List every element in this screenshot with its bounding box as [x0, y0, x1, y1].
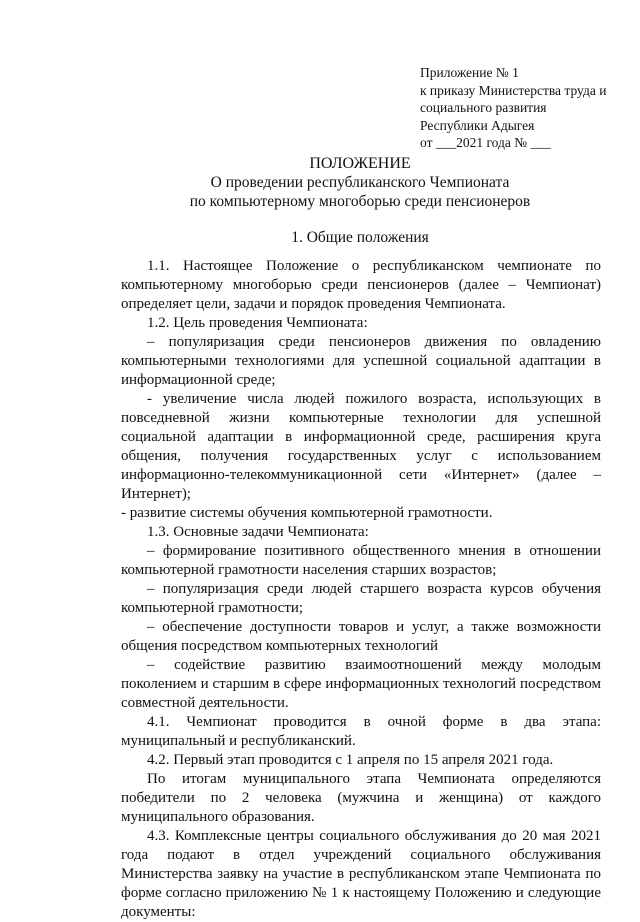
section-heading: 1. Общие положения — [291, 229, 429, 246]
paragraph: – популяризация среди пенсионеров движения по овладению компьютерными технологиями для успешной социальной адаптации в информационной среде; — [121, 334, 601, 388]
paragraph: – содействие развитию взаимоотношений между молодым поколением и старшим в сфере информационных технологий посредством совместной деятельности. — [121, 657, 601, 711]
paragraph: 1.2. Цель проведения Чемпионата: — [147, 315, 368, 331]
document-body — [121, 257, 601, 922]
annex-line: Республики Адыгея — [420, 117, 535, 133]
paragraph: – обеспечение доступности товаров и услуг, а также возможности общения посредством компьютерных технологий — [121, 619, 601, 654]
paragraph: – формирование позитивного общественного мнения в отношении компьютерной грамотности населения старших возрастов; — [121, 543, 601, 578]
paragraph: 1.3. Основные задачи Чемпионата: — [147, 524, 369, 540]
annex-line: от ___2021 года № ___ — [420, 135, 551, 150]
paragraph: - развитие системы обучения компьютерной грамотности. — [121, 505, 493, 521]
paragraph: 4.3. Комплексные центры социального обслуживания до 20 мая 2021 года подают в отдел учреждений социального обслуживания Министерства заявку на участие в республиканском этапе Чемпионата по форме согласно приложению № 1 к настоящему Положению и следующие документы: — [121, 828, 601, 920]
paragraph: 4.1. Чемпионат проводится в очной форме в два этапа: муниципальный и республиканский. — [121, 714, 601, 749]
paragraph: 1.1. Настоящее Положение о республиканском чемпионате по компьютерному многоборью среди пенсионеров (далее – Чемпионат) определяет цели, задачи и порядок проведения Чемпионата. — [121, 258, 601, 312]
paragraph: 4.2. Первый этап проводится с 1 апреля по 15 апреля 2021 года. — [147, 752, 554, 768]
paragraph: – популяризация среди людей старшего возраста курсов обучения компьютерной грамотности; — [121, 581, 601, 616]
annex-block — [420, 64, 620, 152]
paragraph: - увеличение числа людей пожилого возраста, использующих в повседневной жизни компьютерные технологии для успешной социальной адаптации в информационной среде, расширения круга общения, получения государственных услуг с использованием информационно-телекоммуникационной сети «Интернет» (далее – Интернет); — [121, 391, 601, 502]
document-subtitle: по компьютерному многоборью среди пенсионеров — [189, 193, 531, 210]
annex-line: социального развития — [420, 100, 547, 115]
document-subtitle: О проведении республиканского Чемпионата — [210, 174, 510, 191]
annex-line: к приказу Министерства труда и — [420, 82, 607, 98]
document-title: ПОЛОЖЕНИЕ — [309, 155, 411, 172]
paragraph: По итогам муниципального этапа Чемпионата определяются победители по 2 человека (мужчина и женщина) от каждого муниципального образования. — [121, 771, 601, 825]
annex-line: Приложение № 1 — [420, 65, 519, 80]
